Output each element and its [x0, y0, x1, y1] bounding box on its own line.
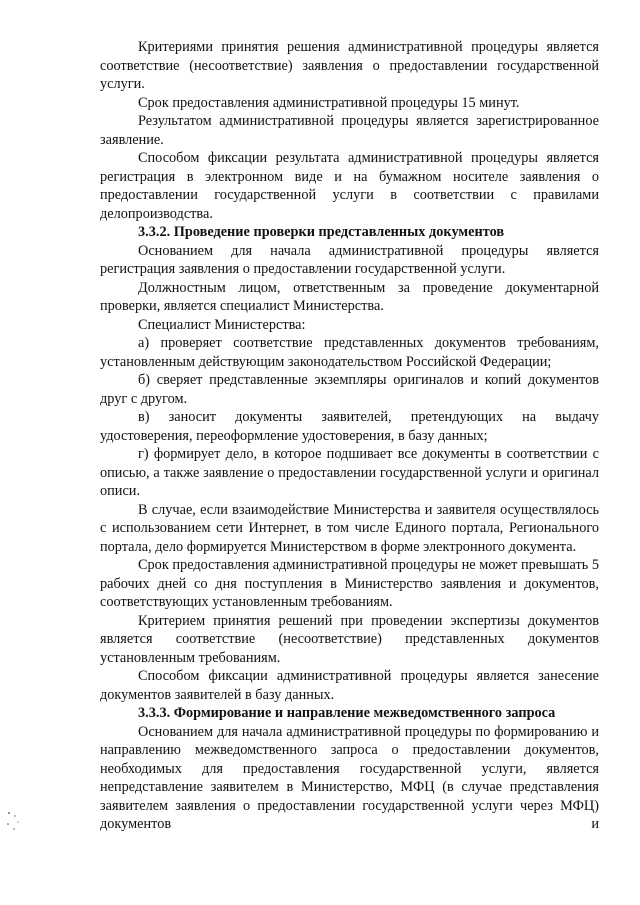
paragraph-criteria: Критериями принятия решения административной процедуры является соответствие (несоответствие) заявления о предоставлении государственной услуги.	[100, 39, 599, 92]
list-item-g: г) формирует дело, в которое подшивает все документы в соответствии с описью, а также заявление о предоставлении государственной услуги и оригинал описи.	[100, 446, 599, 499]
list-item-v: в) заносит документы заявителей, претендующих на выдачу удостоверения, переоформление удостоверения, в базу данных;	[100, 409, 599, 444]
section-heading-3-3-2: 3.3.2. Проведение проверки представленных документов	[138, 224, 505, 240]
paragraph-interagency-basis: Основанием для начала административной процедуры по формированию и направлению межведомственного запроса о предоставлении документов, необходимых для предоставления государственной услуги, является непредставление заявителем в Министерство, МФЦ (в случае представления заявителем заявления о предоставлении государственной услуги через МФЦ) документов и	[100, 723, 599, 832]
paragraph-internet: В случае, если взаимодействие Министерства и заявителя осуществлялось с использованием сети Интернет, в том числе Единого портала, Регионального портала, дело формируется Министерством в форме электронного документа.	[100, 501, 599, 555]
paragraph-deadline: Срок предоставления административной процедуры не может превышать 5 рабочих дней со дня поступления в Министерство заявления и документов, соответствующих установленным требованиям.	[100, 557, 599, 610]
paragraph-official: Должностным лицом, ответственным за проведение документарной проверки, является специалист Министерства.	[100, 279, 599, 314]
list-item-a: а) проверяет соответствие представленных документов требованиям, установленным действующим законодательством Российской Федерации;	[100, 335, 599, 370]
paragraph-expertise-criterion: Критерием принятия решений при проведении экспертизы документов является соответствие (несоответствие) представленных документов установленным требованиям.	[100, 612, 599, 666]
list-item-b: б) сверяет представленные экземпляры оригиналов и копий документов друг с другом.	[100, 372, 599, 407]
paragraph-specialist: Специалист Министерства:	[138, 316, 306, 333]
scan-specks	[6, 810, 20, 834]
paragraph-result: Результатом административной процедуры является зарегистрированное заявление.	[100, 113, 599, 148]
paragraph-fixation: Способом фиксации результата административной процедуры является регистрация в электронном виде и на бумажном носителе заявления о предоставлении государственной услуги в соответствии с правилами делопроизводства.	[100, 150, 599, 222]
paragraph-fixation-method: Способом фиксации административной процедуры является занесение документов заявителей в базу данных.	[100, 668, 599, 703]
document-page	[100, 38, 599, 834]
section-heading-3-3-3: 3.3.3. Формирование и направление межведомственного запроса	[138, 705, 556, 721]
paragraph-term: Срок предоставления административной процедуры 15 минут.	[138, 94, 520, 111]
paragraph-basis: Основанием для начала административной процедуры является регистрация заявления о предоставлении государственной услуги.	[100, 242, 599, 277]
